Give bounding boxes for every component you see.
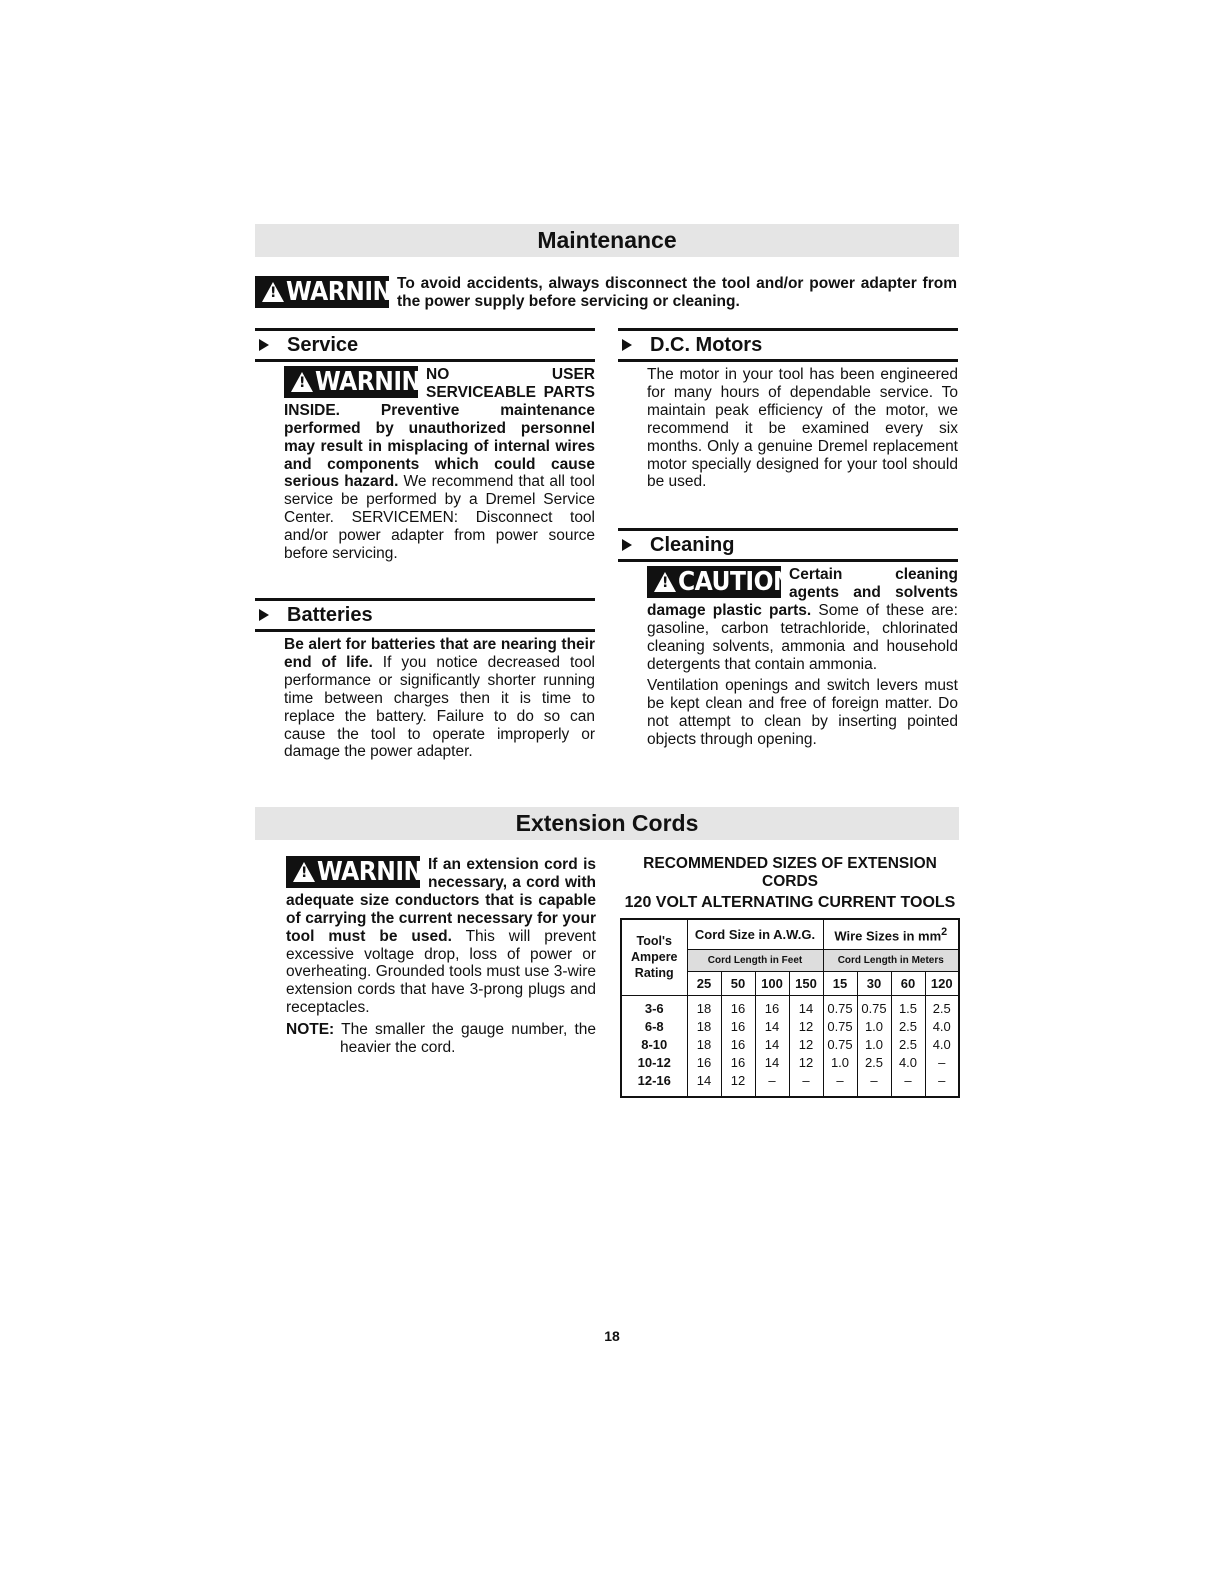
batteries-text-block: [284, 636, 595, 761]
length-col-header: 30: [857, 971, 891, 995]
value-cell: 1.0: [823, 1054, 857, 1072]
value-cell: 18: [687, 1018, 721, 1036]
rating-cell: 12-16: [621, 1072, 687, 1097]
value-cell: 0.75: [823, 1018, 857, 1036]
dc-motors-heading: D.C. Motors: [618, 328, 958, 362]
batteries-heading: Batteries: [255, 598, 595, 632]
value-cell: –: [891, 1072, 925, 1097]
value-cell: 16: [755, 995, 789, 1018]
value-cell: 16: [721, 1036, 755, 1054]
service-body-text: We recommend that all tool service be performed by a Dremel Service Center. SERVICEMEN: Disconnect tool and/or power adapter from power source before servicing.: [284, 473, 595, 563]
value-cell: 1.0: [857, 1036, 891, 1054]
dc-motors-text: The motor in your tool has been engineered for many hours of dependable service. To maintain peak efficiency of the motor, we recommend it be examined every six months. Only a genuine Dremel replacement motor specially designed for your tool should be used.: [647, 366, 958, 491]
rating-cell: 3-6: [621, 995, 687, 1018]
table-row: [621, 1054, 959, 1072]
cleaning-text-block: [647, 566, 958, 749]
cleaning-heading: Cleaning: [618, 528, 958, 562]
extension-warning-badge: ! WARNING: [286, 856, 420, 888]
value-cell: –: [789, 1072, 823, 1097]
value-cell: 0.75: [823, 1036, 857, 1054]
meters-header: Cord Length in Meters: [823, 949, 959, 971]
extension-cord-table: [620, 918, 960, 1098]
maintenance-title-band: [255, 224, 959, 257]
triangle-bullet-icon: [259, 609, 269, 621]
warning-triangle-icon: [262, 282, 284, 302]
table-title: RECOMMENDED SIZES OF EXTENSION CORDS 120 VOLT ALTERNATING CURRENT TOOLS: [624, 855, 956, 911]
extension-cords-title-band: [255, 807, 959, 840]
rating-cell: 10-12: [621, 1054, 687, 1072]
table-row: [621, 1072, 959, 1097]
value-cell: 2.5: [857, 1054, 891, 1072]
value-cell: 18: [687, 1036, 721, 1054]
maintenance-title: Maintenance: [537, 227, 677, 253]
service-warning-badge: ! WARNING: [284, 366, 418, 398]
warning-triangle-icon: [293, 862, 315, 882]
extension-cords-text-block: [286, 856, 596, 1057]
length-col-header: 100: [755, 971, 789, 995]
value-cell: 4.0: [925, 1036, 959, 1054]
warning-triangle-icon: [291, 372, 313, 392]
length-col-header: 15: [823, 971, 857, 995]
table-row: [621, 995, 959, 1018]
length-col-header: 50: [721, 971, 755, 995]
value-cell: 14: [755, 1054, 789, 1072]
length-col-header: 150: [789, 971, 823, 995]
awg-header: Cord Size in A.W.G.: [687, 919, 823, 949]
value-cell: 14: [789, 995, 823, 1018]
extension-warning-text: If an extension cord is necessary, a cord with adequate size conductors that is capable of carrying the current necessary for your tool must be used.: [286, 856, 596, 945]
batteries-body-text: If you notice decreased tool performance or significantly shorter running time between charges then it is time to replace the battery. Failure to do so can cause the tool to operate improperly or damage the power adapter.: [284, 653, 596, 761]
value-cell: –: [925, 1054, 959, 1072]
service-warning-text: NO USER SERVICEABLE PARTS INSIDE. Preventive maintenance performed by unauthorized personnel may result in misplacing of internal wires and components which could cause serious hazard.: [284, 366, 595, 491]
value-cell: 12: [721, 1072, 755, 1097]
rating-cell: 6-8: [621, 1018, 687, 1036]
value-cell: 14: [755, 1036, 789, 1054]
rating-cell: 8-10: [621, 1036, 687, 1054]
triangle-bullet-icon: [622, 539, 632, 551]
value-cell: 2.5: [891, 1018, 925, 1036]
value-cell: 16: [721, 1054, 755, 1072]
value-cell: 4.0: [891, 1054, 925, 1072]
triangle-bullet-icon: [259, 339, 269, 351]
caution-badge: ! CAUTION: [647, 566, 781, 598]
extension-cords-title: Extension Cords: [515, 810, 699, 836]
extension-note: NOTE: The smaller the gauge number, the heavier the cord.: [286, 1021, 596, 1057]
page-number: 18: [604, 1328, 620, 1344]
value-cell: –: [755, 1072, 789, 1097]
length-col-header: 60: [891, 971, 925, 995]
cleaning-body-text: Some of these are: gasoline, carbon tetrachloride, chlorinated cleaning solvents, ammonia and household detergents that contain ammonia.: [647, 601, 958, 673]
rating-header: Tool's Ampere Rating: [621, 919, 687, 995]
value-cell: 16: [721, 1018, 755, 1036]
value-cell: 1.5: [891, 995, 925, 1018]
feet-header: Cord Length in Feet: [687, 949, 823, 971]
batteries-bold-text: Be alert for batteries that are nearing their end of life.: [284, 636, 595, 671]
value-cell: 12: [789, 1036, 823, 1054]
value-cell: 0.75: [823, 995, 857, 1018]
value-cell: 12: [789, 1054, 823, 1072]
value-cell: 2.5: [925, 995, 959, 1018]
value-cell: –: [857, 1072, 891, 1097]
table-row: [621, 1018, 959, 1036]
value-cell: 18: [687, 995, 721, 1018]
value-cell: 16: [721, 995, 755, 1018]
triangle-bullet-icon: [622, 339, 632, 351]
value-cell: 0.75: [857, 995, 891, 1018]
value-cell: –: [823, 1072, 857, 1097]
value-cell: –: [925, 1072, 959, 1097]
value-cell: 16: [687, 1054, 721, 1072]
value-cell: 4.0: [925, 1018, 959, 1036]
value-cell: 14: [687, 1072, 721, 1097]
value-cell: 12: [789, 1018, 823, 1036]
length-col-header: 25: [687, 971, 721, 995]
table-row: [621, 1036, 959, 1054]
length-col-header: 120: [925, 971, 959, 995]
maintenance-warning-text: To avoid accidents, always disconnect the tool and/or power adapter from the power supply before servicing or cleaning.: [397, 275, 957, 310]
warning-triangle-icon: [654, 572, 676, 592]
service-heading: Service: [255, 328, 595, 362]
warning-badge: ! WARNING: [255, 276, 389, 308]
service-text-block: [284, 366, 595, 563]
cleaning-ventilation-text: Ventilation openings and switch levers must be kept clean and free of foreign matter. Do not attempt to clean by inserting pointed objects through opening.: [647, 677, 958, 749]
cleaning-bold-text: Certain cleaning agents and solvents damage plastic parts.: [647, 566, 958, 619]
value-cell: 14: [755, 1018, 789, 1036]
value-cell: 2.5: [891, 1036, 925, 1054]
extension-body-text: This will prevent excessive voltage drop, loss of power or overheating. Grounded tools must use 3-wire extension cords that have 3-prong plugs and receptacles.: [286, 927, 596, 1017]
value-cell: 1.0: [857, 1018, 891, 1036]
mm-header: Wire Sizes in $mm^2$: [823, 919, 959, 949]
